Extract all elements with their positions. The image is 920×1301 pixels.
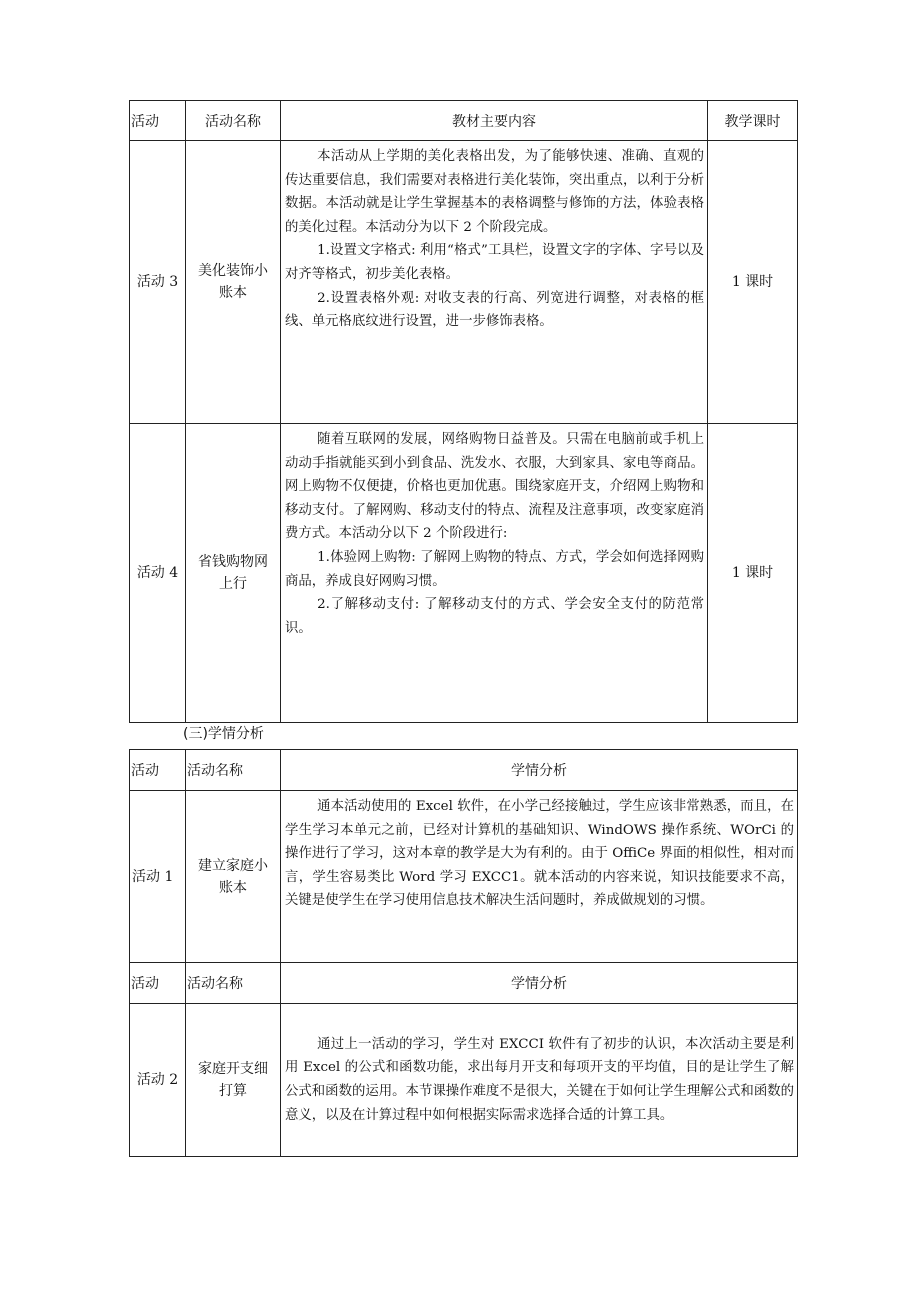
analysis-cell xyxy=(281,791,798,963)
header-activity: 活动 xyxy=(130,750,186,791)
analysis-paragraph: 通本活动使用的 Excel 软件，在小学己经接触过，学生应该非常熟悉，而且，在学生学习本单元之前，已经对计算机的基础知识、WindOWS 操作系统、WOrCi 的操作进行了学习，这对本章的教学是大为有利的。由于 OffiCe 界面的相似性，相对而言，学生容易类比 Word 学习 EXCC1。就本活动的内容来说，知识技能要求不高，关键是使学生在学习使用信息技术解决生活问题时，养成做规划的习惯。 xyxy=(285,799,794,909)
activity-name: 建立家庭小账本 xyxy=(186,791,281,963)
header-class-hours: 教学课时 xyxy=(708,101,798,141)
activity-name: 家庭开支细打算 xyxy=(186,1004,281,1157)
table-header-row xyxy=(130,750,798,791)
header-activity: 活动 xyxy=(130,101,186,141)
header-activity-name: 活动名称 xyxy=(186,101,281,141)
section-title: (三)学情分析 xyxy=(183,726,264,742)
header-main-content: 教材主要内容 xyxy=(281,101,708,141)
header-activity: 活动 xyxy=(130,963,186,1004)
teaching-content-table xyxy=(129,100,798,723)
table-row xyxy=(130,1004,798,1157)
student-analysis-table xyxy=(129,749,798,1157)
activity-label: 活动 1 xyxy=(130,791,186,963)
header-activity-name: 活动名称 xyxy=(186,750,281,791)
activity-label: 活动 3 xyxy=(130,141,186,424)
analysis-paragraph: 通过上一活动的学习，学生对 EXCCI 软件有了初步的认识，本次活动主要是利用 Excel 的公式和函数功能，求出每月开支和每项开支的平均值，目的是让学生了解公式和函数的运用。本节课操作难度不是很大，关键在于如何让学生理解公式和函数的意义，以及在计算过程中如何根据实际需求选择合适的计算工具。 xyxy=(285,1036,794,1123)
content-paragraph: 2.设置表格外观: 对收支表的行高、列宽进行调整，对表格的框线、单元格底纹进行设置，进一步修饰表格。 xyxy=(285,290,704,330)
header-activity-name: 活动名称 xyxy=(186,963,281,1004)
header-student-analysis: 学情分析 xyxy=(281,750,798,791)
table-row xyxy=(130,141,798,424)
content-paragraph: 1.体验网上购物: 了解网上购物的特点、方式，学会如何选择网购商品，养成良好网购习惯。 xyxy=(285,549,704,589)
activity-name: 美化装饰小账本 xyxy=(186,141,281,424)
table-header-row xyxy=(130,963,798,1004)
activity-label: 活动 2 xyxy=(130,1004,186,1157)
activity-label: 活动 4 xyxy=(130,424,186,723)
table-header-row xyxy=(130,101,798,141)
class-hours: 1 课时 xyxy=(708,424,798,723)
analysis-cell xyxy=(281,1004,798,1157)
content-cell xyxy=(281,424,708,723)
header-student-analysis: 学情分析 xyxy=(281,963,798,1004)
content-paragraph: 1.设置文字格式: 利用“格式”工具栏，设置文字的字体、字号以及对齐等格式，初步美化表格。 xyxy=(285,243,704,282)
class-hours: 1 课时 xyxy=(708,141,798,424)
table-row xyxy=(130,424,798,723)
activity-name: 省钱购物网上行 xyxy=(186,424,281,723)
content-paragraph: 本活动从上学期的美化表格出发，为了能够快速、准确、直观的传达重要信息，我们需要对表格进行美化装饰，突出重点，以利于分析数据。本活动就是让学生掌握基本的表格调整与修饰的方法，体验表格的美化过程。本活动分为以下 2 个阶段完成。 xyxy=(285,149,704,235)
content-cell xyxy=(281,141,708,424)
content-paragraph: 随着互联网的发展，网络购物日益普及。只需在电脑前或手机上动动手指就能买到小到食品、洗发水、衣服，大到家具、家电等商品。网上购物不仅便捷，价格也更加优惠。围绕家庭开支，介绍网上购物和移动支付。了解网购、移动支付的特点、流程及注意事项，改变家庭消费方式。本活动分以下 2 个阶段进行: xyxy=(285,432,704,542)
content-paragraph: 2.了解移动支付: 了解移动支付的方式、学会安全支付的防范常识。 xyxy=(285,597,704,636)
table-row xyxy=(130,791,798,963)
